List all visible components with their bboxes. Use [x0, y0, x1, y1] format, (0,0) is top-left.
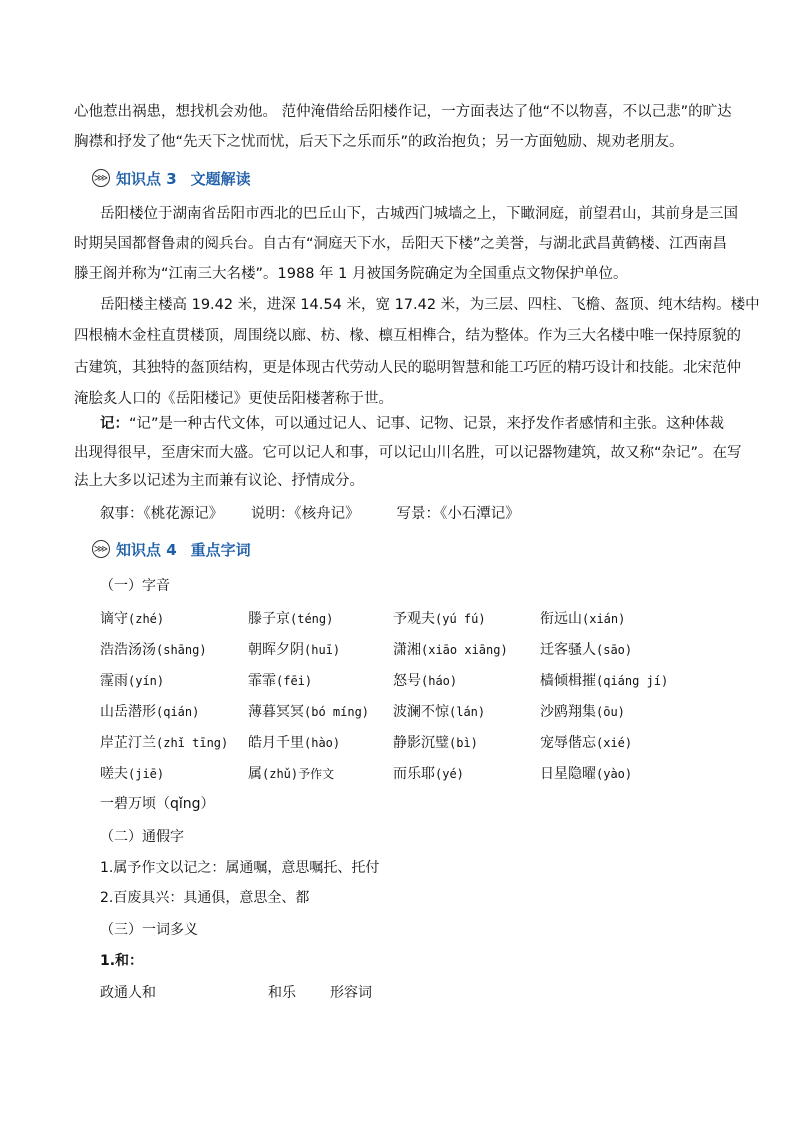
tongjia-item-1: 1.属予作文以记之：属通嘱，意思嘱托、托付 [100, 860, 380, 876]
pronunciation-pinyin: (qián) [156, 705, 200, 719]
pronunciation-item [540, 670, 668, 690]
pronunciation-pinyin: (ōu) [596, 705, 625, 719]
pronunciation-item [100, 763, 164, 783]
pronunciation-pinyin: (bó míng) [304, 705, 370, 719]
subheading-tongjia: （二）通假字 [100, 829, 184, 845]
pronunciation-word: 霪雨 [100, 673, 128, 689]
pronunciation-item [393, 732, 478, 752]
pronunciation-item [248, 763, 334, 783]
pronunciation-word: 薄暮冥冥 [248, 704, 304, 720]
pronunciation-item [393, 670, 457, 690]
pronunciation-pinyin: (hào) [304, 736, 341, 750]
pronunciation-pinyin: (xián) [582, 612, 626, 626]
para3-line-1 [100, 413, 750, 435]
pronunciation-pinyin: (zhǔ)予作文 [262, 767, 335, 781]
pronunciation-word: 岸芷汀兰 [100, 735, 156, 751]
pronunciation-word: 宠辱偕忘 [540, 735, 596, 751]
pronunciation-pinyin: (jiē) [128, 767, 165, 781]
polysemy-word-1: 1.和： [100, 953, 144, 969]
section-4-heading [92, 537, 251, 561]
section-3-label: 知识点 3 [116, 169, 177, 188]
section-4-label: 知识点 4 [116, 540, 177, 559]
para3-text: “记”是一种古代文体，可以通过记人、记事、记物、记景，来抒发作者感情和主张。这种体裁 [129, 416, 725, 432]
subheading-pronunciation: （一）字音 [100, 578, 170, 594]
polysemy-part-of-speech: 形容词 [330, 985, 372, 1001]
pronunciation-word: 予观夫 [393, 611, 435, 627]
pronunciation-item [100, 670, 164, 690]
tongjia-item-2: 2.百废具兴：具通俱，意思全、都 [100, 890, 310, 906]
para3-label: 记： [100, 416, 129, 432]
pronunciation-pinyin: (sāo) [596, 643, 633, 657]
para2-line-1: 岳阳楼主楼高 19.42 米，进深 14.54 米，宽 17.42 米，为三层、四柱、飞檐、盔顶、纯木结构。楼中 [100, 297, 760, 313]
pronunciation-pinyin: (fēi) [276, 674, 313, 688]
pronunciation-pinyin: (zhǐ tīng) [156, 736, 229, 750]
pronunciation-pinyin: (yé) [435, 767, 464, 781]
pronunciation-pinyin: (zhé) [128, 612, 165, 626]
para2-line-2: 四根楠木金柱直贯楼顶，周围绕以廊、枋、椽、檩互相榫合，结为整体。作为三大名楼中唯一保持原貌的 [74, 328, 741, 344]
pronunciation-item [393, 701, 485, 721]
para2-line-3: 古建筑，其独特的盔顶结构，更是体现古代劳动人民的聪明智慧和能工巧匠的精巧设计和技能。北宋范仲 [74, 360, 741, 376]
pronunciation-item [248, 608, 333, 628]
para1-line-1: 岳阳楼位于湖南省岳阳市西北的巴丘山下，古城西门城墙之上，下瞰洞庭，前望君山，其前身是三国 [100, 206, 738, 222]
pronunciation-word: 而乐耶 [393, 766, 435, 782]
pronunciation-word: 朝晖夕阴 [248, 642, 304, 658]
para2-line-4: 淹脍炙人口的《岳阳楼记》更使岳阳楼著称于世。 [74, 391, 393, 407]
pronunciation-item [248, 732, 340, 752]
pronunciation-word: 怒号 [393, 673, 421, 689]
pronunciation-word: 嗟夫 [100, 766, 128, 782]
pronunciation-word: 山岳潜形 [100, 704, 156, 720]
pronunciation-pinyin: (yín) [128, 674, 165, 688]
pronunciation-pinyin: (qiáng jí) [596, 674, 669, 688]
pronunciation-item [100, 701, 199, 721]
para3-line-3: 法上大多以记述为主而兼有议论、抒情成分。 [74, 473, 364, 489]
para1-line-2: 时期吴国都督鲁肃的阅兵台。自古有“洞庭天下水，岳阳天下楼”之美誉，与湖北武昌黄鹤楼、江西南昌 [74, 236, 728, 252]
pronunciation-item [540, 763, 632, 783]
pronunciation-word: 樯倾楫摧 [540, 673, 596, 689]
pronunciation-word: 日星隐曜 [540, 766, 596, 782]
pronunciation-pinyin: (bì) [449, 736, 478, 750]
intro-line-2: 胸襟和抒发了他“先天下之忧而忧，后天下之乐而乐”的政治抱负；另一方面勉励、规劝老朋友。 [74, 134, 684, 150]
intro-line-1: 心他惹出祸患，想找机会劝他。 范仲淹借给岳阳楼作记，一方面表达了他“不以物喜，不以己悲”的旷达 [74, 104, 732, 120]
pronunciation-item [540, 608, 625, 628]
section-3-title: 文题解读 [190, 169, 251, 188]
pronunciation-pinyin: (téng) [290, 612, 334, 626]
pronunciation-pinyin: (huī) [304, 643, 341, 657]
pronunciation-word: 浩浩汤汤 [100, 642, 156, 658]
pronunciation-word: 静影沉璧 [393, 735, 449, 751]
polysemy-meaning: 和乐 [268, 985, 296, 1001]
pronunciation-item [540, 639, 632, 659]
pronunciation-word: 霏霏 [248, 673, 276, 689]
pronunciation-pinyin: (háo) [421, 674, 458, 688]
para3-line-2: 出现得很早，至唐宋而大盛。它可以记人和事，可以记山川名胜，可以记器物建筑，故又称“杂记”。在写 [74, 445, 742, 461]
pronunciation-word: 属 [248, 766, 262, 782]
pronunciation-item [393, 763, 464, 783]
pronunciation-pinyin: (yào) [596, 767, 633, 781]
pronunciation-pinyin: (xié) [596, 736, 633, 750]
pronunciation-pinyin: (lán) [449, 705, 486, 719]
pronunciation-word: 迁客骚人 [540, 642, 596, 658]
pronunciation-word: 波澜不惊 [393, 704, 449, 720]
pronunciation-item [540, 701, 625, 721]
pronunciation-word: 潇湘 [393, 642, 421, 658]
polysemy-phrase: 政通人和 [100, 985, 156, 1001]
pronunciation-item [540, 732, 632, 752]
pronunciation-item [248, 670, 312, 690]
pronunciation-word: 衔远山 [540, 611, 582, 627]
double-chevron-icon: ⋙ [92, 540, 110, 558]
section-4-title: 重点字词 [190, 540, 251, 559]
pronunciation-pinyin: (xiāo xiāng) [421, 643, 508, 657]
last-pronunciation-item: 一碧万顷（qǐng） [100, 796, 215, 812]
pronunciation-word: 谪守 [100, 611, 128, 627]
double-chevron-icon: ⋙ [92, 169, 110, 187]
pronunciation-pinyin: (yú fú) [435, 612, 486, 626]
subheading-polysemy: （三）一词多义 [100, 922, 198, 938]
pronunciation-item [100, 608, 164, 628]
pronunciation-item [393, 639, 508, 659]
pronunciation-word: 皓月千里 [248, 735, 304, 751]
pronunciation-word: 沙鸥翔集 [540, 704, 596, 720]
genre-examples: 叙事：《桃花源记》 说明：《核舟记》 写景：《小石潭记》 [100, 506, 520, 522]
pronunciation-item [100, 639, 207, 659]
pronunciation-word: 滕子京 [248, 611, 290, 627]
pronunciation-pinyin: (shāng) [156, 643, 207, 657]
section-3-heading [92, 166, 251, 190]
pronunciation-item [100, 732, 228, 752]
pronunciation-item [248, 701, 369, 721]
para1-line-3: 滕王阁并称为“江南三大名楼”。1988 年 1 月被国务院确定为全国重点文物保护单位。 [74, 266, 628, 282]
pronunciation-item [248, 639, 340, 659]
pronunciation-item [393, 608, 486, 628]
